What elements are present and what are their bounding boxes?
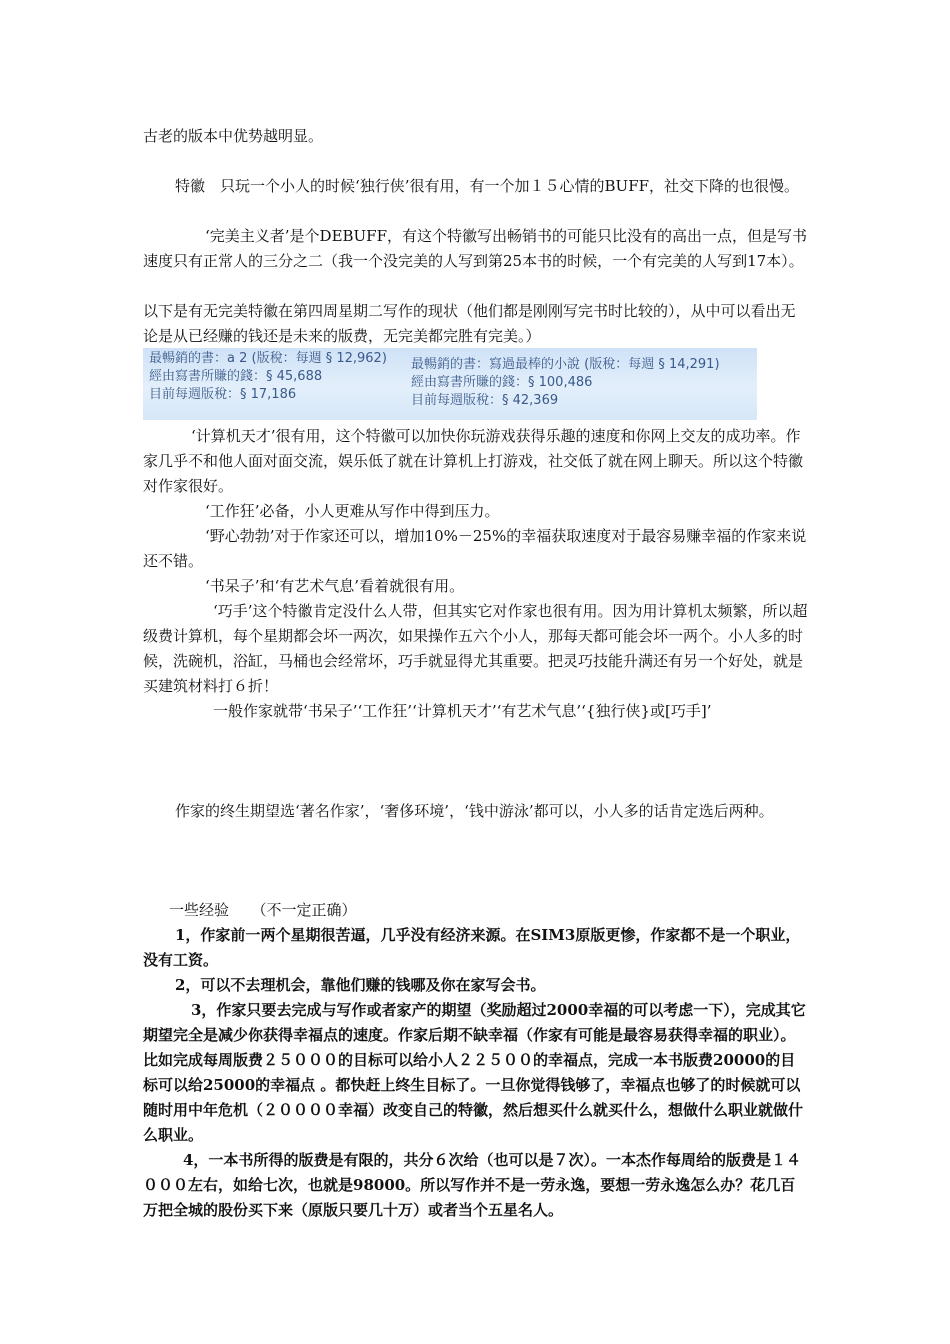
paragraph-bookworm-artistic: ‘书呆子’和‘有艺术气息’看着就很有用。: [205, 577, 465, 595]
paragraph-perfectionist: ‘完美主义者’是个DEBUFF，有这个特徽写出畅销书的可能只比没有的高出一点，但是写书速度只有正常人的三分之二（我一个没完美的人写到第25本书的时候，一个有完美的人写到17本）。: [143, 227, 807, 270]
left-earned: 經由寫書所賺的錢：§ 45,688: [149, 369, 323, 384]
paragraph-handy: ‘巧手’这个特徽肯定没什么人带，但其实它对作家也很有用。因为用计算机太频繁，所以超级费计算机，每个星期都会坏一两次，如果操作五六个小人，那每天都可能会坏一两个。小人多的时候，洗碗机，浴缸，马桶也会经常坏，巧手就显得尤其重要。把灵巧技能升满还有另一个好处，就是买建筑材料打６折！: [143, 602, 808, 695]
paragraph-comparison-intro: 以下是有无完美特徽在第四周星期二写作的现状（他们都是刚刚写完书时比较的），从中可以看出无论是从已经赚的钱还是未来的版费，无完美都完胜有完美。）: [143, 302, 796, 345]
left-bestseller: 最暢銷的書：a 2 (版稅：每週 § 12,962): [149, 351, 387, 366]
paragraph-ambitious: ‘野心勃勃’对于作家还可以，增加10%－25%的幸福获取速度对于最容易赚幸福的作家来说还不错。: [143, 527, 807, 570]
left-weekly-royalty: 目前每週版稅：§ 17,186: [149, 387, 297, 402]
paragraph-computer-whiz: ‘计算机天才’很有用，这个特徽可以加快你玩游戏获得乐趣的速度和你网上交友的成功率。作家几乎不和他人面对面交流，娱乐低了就在计算机上打游戏，社交低了就在网上聊天。所以这个特徽对作家很好。: [143, 427, 804, 495]
paragraph-lifetime-wish: 作家的终生期望选‘著名作家’，‘奢侈环境’，‘钱中游泳’都可以，小人多的话肯定选后两种。: [175, 802, 774, 820]
paragraph-trait-summary: 一般作家就带‘书呆子’‘工作狂’‘计算机天才’‘有艺术气息’‘{独行侠}或[巧手]’: [213, 702, 712, 720]
experience-item-2: 2，可以不去理机会，靠他们赚的钱哪及你在家写会书。: [175, 976, 546, 994]
right-earned: 經由寫書所賺的錢：§ 100,486: [411, 375, 593, 390]
experience-item-3: 3，作家只要去完成与写作或者家产的期望（奖励超过2000幸福的可以考虑一下），完成其它期望完全是减少你获得幸福点的速度。作家后期不缺幸福（作家有可能是最容易获得幸福的职业）。比如完成每周版费２５０００的目标可以给小人２２５００的幸福点，完成一本书版费20000的目标可以给25000的幸福点 。都快赶上终生目标了。一旦你觉得钱够了，幸福点也够了的时候就可以随时用中年危机（２００００幸福）改变自己的特徽，然后想买什么就买什么，想做什么职业就做什么职业。: [143, 1001, 806, 1144]
experience-item-4: 4，一本书所得的版费是有限的，共分６次给（也可以是７次）。一本杰作每周给的版费是１４０００左右，如给七次，也就是98000。所以写作并不是一劳永逸，要想一劳永逸怎么办？花几百万把全城的股份买下来（原版只要几十万）或者当个五星名人。: [143, 1151, 801, 1219]
screenshot-left-stats: [149, 350, 387, 404]
screenshot-right-stats: [411, 356, 720, 410]
paragraph-workaholic: ‘工作狂’必备，小人更难从写作中得到压力。: [205, 502, 500, 520]
right-bestseller: 最暢銷的書：寫過最棒的小說 (版稅：每週 § 14,291): [411, 357, 720, 372]
right-weekly-royalty: 目前每週版稅：§ 42,369: [411, 393, 559, 408]
section-heading-experience: 一些经验 （不一定正确）: [169, 901, 357, 919]
game-screenshot-comparison: [143, 348, 757, 420]
paragraph-ancient-version: 古老的版本中优势越明显。: [143, 127, 324, 145]
experience-item-1: 1，作家前一两个星期很苦逼，几乎没有经济来源。在SIM3原版更惨，作家都不是一个职业，没有工资。: [143, 926, 801, 969]
paragraph-traits-loner: 特徽 只玩一个小人的时候‘独行侠’很有用，有一个加１５心情的BUFF，社交下降的也很慢。: [175, 177, 800, 195]
